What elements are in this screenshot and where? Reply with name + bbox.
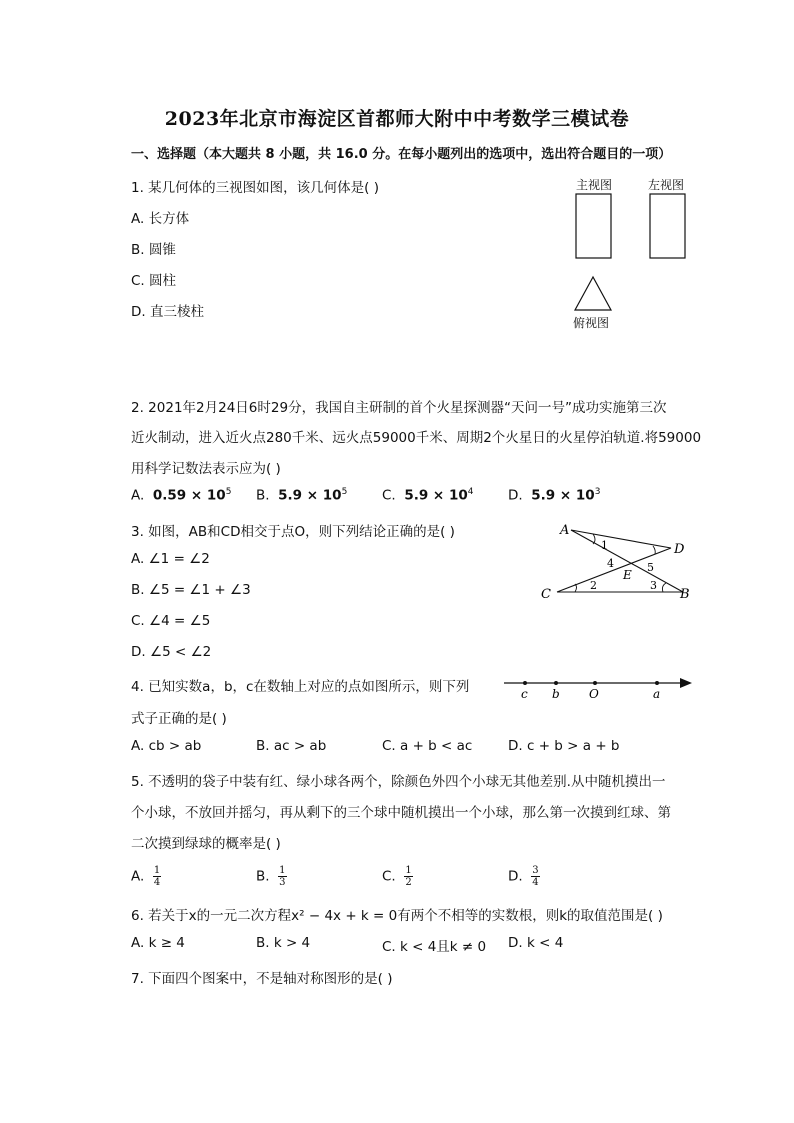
q3-geometry-figure [535,518,705,608]
angle-d-arc [653,546,655,554]
q1-left-view-label: 左视图 [648,178,685,192]
q5-option-b: B. $\frac{1}{3}$ [256,865,286,888]
q2-line1: 2. 2021年2月24日6时29分，我国自主研制的首个火星探测器“天问一号”成功实施第三次 [131,400,667,416]
axis-label-a: a [653,687,661,701]
angle-3-arc [662,583,666,592]
q5-line1: 5. 不透明的袋子中装有红、绿小球各两个，除颜色外四个小球无其他差别.从中随机摸出一 [131,774,666,790]
q1-option-b: B. 圆锥 [131,242,176,258]
q1-option-c: C. 圆柱 [131,273,177,289]
q1-front-view-label: 主视图 [576,178,613,192]
segment-ab [571,530,683,592]
axis-label-c: c [521,687,528,701]
axis-label-o: O [589,687,599,701]
q1-option-a: A. 长方体 [131,211,190,227]
fraction: $\frac{1}{3}$ [279,865,286,888]
q2-line2: 近火制动，进入近火点280千米、远火点59000千米、周期2个火星日的火星停泊轨道.将59000 [131,430,702,446]
q5-option-c: C. $\frac{1}{2}$ [382,865,412,888]
point-a [655,681,659,685]
q1-three-view-figure [570,190,700,320]
q3-option-b: B. ∠5 = ∠1 + ∠3 [131,582,251,598]
q5-line3: 二次摸到绿球的概率是( ) [131,836,281,852]
axis-arrow-icon [680,678,692,688]
q4-line2: 式子正确的是( ) [131,711,227,727]
q6-option-c: C. k < 4且k ≠ 0 [382,939,487,955]
q6-option-b: B. k > 4 [256,935,311,951]
q1-stem: 1. 某几何体的三视图如图，该几何体是( ) [131,180,379,196]
label-angle-2: 2 [590,579,597,592]
q3-option-c: C. ∠4 = ∠5 [131,613,211,629]
fraction: $\frac{1}{4}$ [153,865,161,888]
q6-option-a: A. k ≥ 4 [131,935,185,951]
label-angle-5: 5 [647,561,654,574]
q6-stem: 6. 若关于x的一元二次方程x² − 4x + k = 0有两个不相等的实数根，则k的取值范围是( ) [131,908,663,924]
q4-option-c: C. a + b < ac [382,738,473,754]
q5-line2: 个小球，不放回并摇匀，再从剩下的三个球中随机摸出一个小球，那么第一次摸到红球、第 [131,805,671,821]
q4-option-b: B. ac > ab [256,738,327,754]
label-angle-4: 4 [607,557,614,570]
q3-stem: 3. 如图，AB和CD相交于点O，则下列结论正确的是( ) [131,524,455,540]
left-view-rect [650,194,685,258]
section-heading: 一、选择题（本大题共 8 小题，共 16.0 分。在每小题列出的选项中，选出符合题目的一项） [131,147,672,162]
q2-option-a: A. $0.59 \times 10^5$ [131,487,232,504]
q4-number-line [500,672,696,702]
q2-option-c: C. $5.9 \times 10^4$ [382,487,474,504]
q3-option-d: D. ∠5 < ∠2 [131,644,212,660]
point-o [593,681,597,685]
fraction: $\frac{1}{2}$ [405,865,412,888]
exam-title: 2023年北京市海淀区首都师大附中中考数学三模试卷 [164,108,630,130]
label-a: A [560,523,570,538]
q7-stem: 7. 下面四个图案中，不是轴对称图形的是( ) [131,971,393,987]
q1-option-d: D. 直三棱柱 [131,304,204,320]
q4-option-d: D. c + b > a + b [508,738,620,754]
q2-option-b: B. $5.9 \times 10^5$ [256,487,348,504]
segment-ad [571,530,671,548]
q4-option-a: A. cb > ab [131,738,202,754]
front-view-rect [576,194,611,258]
q6-option-d: D. k < 4 [508,935,564,951]
q2-line3: 用科学记数法表示应为( ) [131,461,281,477]
axis-label-b: b [552,687,560,701]
point-b [554,681,558,685]
q2-option-d: D. $5.9 \times 10^3$ [508,487,601,504]
q4-line1: 4. 已知实数a，b，c在数轴上对应的点如图所示，则下列 [131,679,470,695]
q1-top-view-label: 俯视图 [573,316,610,330]
top-view-triangle [575,277,611,310]
label-c: C [541,587,551,602]
label-d: D [674,542,685,557]
q5-option-a: A. $\frac{1}{4}$ [131,865,161,888]
label-e: E [623,568,632,582]
q5-option-d: D. $\frac{3}{4}$ [508,865,539,888]
q3-option-a: A. ∠1 = ∠2 [131,551,210,567]
fraction: $\frac{3}{4}$ [532,865,539,888]
label-b: B [680,587,690,602]
label-angle-1: 1 [601,539,608,552]
point-c [523,681,527,685]
label-angle-3: 3 [650,579,657,592]
